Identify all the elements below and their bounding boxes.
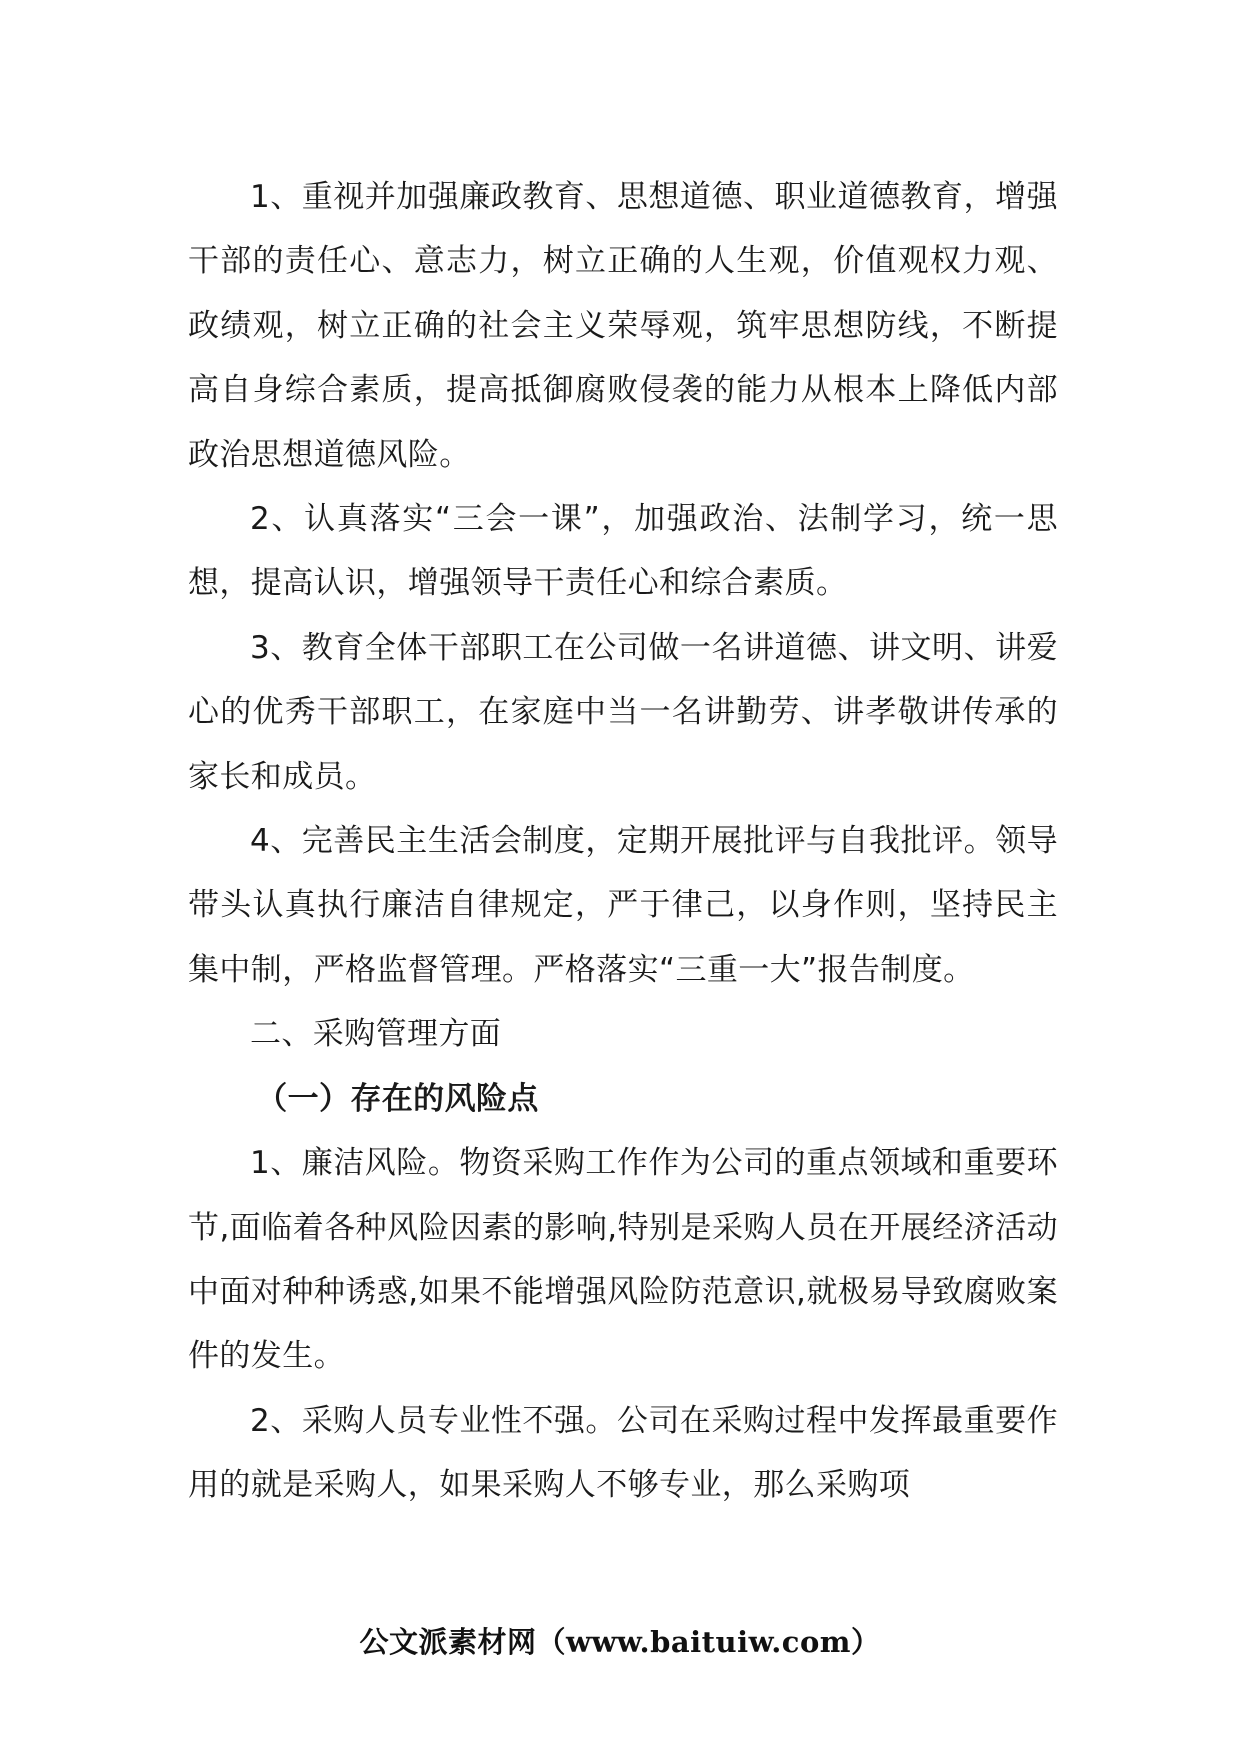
paragraph-item-3: 3、教育全体干部职工在公司做一名讲道德、讲文明、讲爱心的优秀干部职工，在家庭中当一名讲勤劳、讲孝敬讲传承的家长和成员。	[188, 629, 1058, 795]
paragraph-item-4: 4、完善民主生活会制度，定期开展批评与自我批评。领导带头认真执行廉洁自律规定，严于律己，以身作则，坚持民主集中制，严格监督管理。严格落实“三重一大”报告制度。	[188, 823, 1058, 988]
paragraph-risk-1: 1、廉洁风险。物资采购工作作为公司的重点领域和重要环节,面临着各种风险因素的影响,特别是采购人员在开展经济活动中面对种种诱惑,如果不能增强风险防范意识,就极易导致腐败案件的发生。	[188, 1145, 1058, 1375]
document-body	[188, 165, 1058, 1518]
section-heading: 二、采购管理方面	[250, 1016, 502, 1053]
paragraph-item-1: 1、重视并加强廉政教育、思想道德、职业道德教育，增强干部的责任心、意志力，树立正确的人生观，价值观权力观、政绩观，树立正确的社会主义荣辱观，筑牢思想防线，不断提高自身综合素质，提高抵御腐败侵袭的能力从根本上降低内部政治思想道德风险。	[188, 179, 1058, 473]
footer-watermark: 公文派素材网（www.baituiw.com）	[359, 1625, 881, 1659]
paragraph-risk-2: 2、采购人员专业性不强。公司在采购过程中发挥最重要作用的就是采购人，如果采购人不够专业，那么采购项	[188, 1402, 1058, 1504]
paragraph-item-2: 2、认真落实“三会一课”，加强政治、法制学习，统一思想，提高认识，增强领导干责任心和综合素质。	[188, 501, 1058, 602]
subsection-heading: （一）存在的风险点	[256, 1080, 539, 1117]
